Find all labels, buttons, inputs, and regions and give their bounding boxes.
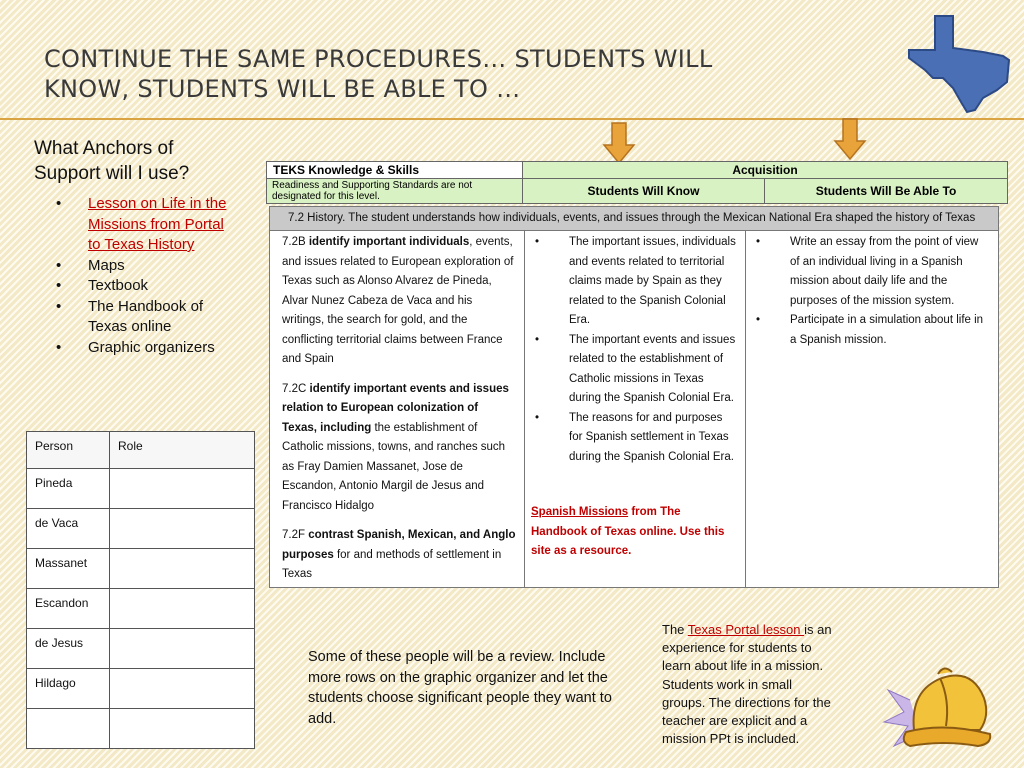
know-item: • The important events and issues related to the establishment of Catholic missions in Texas during the Spanish Colonial Era.: [531, 331, 737, 409]
spanish-missions-link[interactable]: Spanish Missions: [531, 506, 629, 518]
anchor-item: • Graphic organizers: [34, 338, 234, 359]
table-row: [27, 629, 255, 669]
teks-header: TEKS Knowledge & Skills: [267, 162, 523, 179]
teks-content-table: [269, 206, 999, 588]
acquisition-header: Acquisition: [523, 162, 1008, 179]
anchor-item: • Textbook: [34, 276, 234, 297]
person-cell: [27, 709, 110, 749]
down-arrow-icon: [833, 117, 867, 161]
know-item: • The reasons for and purposes for Spanish settlement in Texas during the Spanish Colonial Era.: [531, 409, 737, 468]
anchor-item[interactable]: [34, 194, 234, 256]
person-cell: Pineda: [27, 469, 110, 509]
down-arrow-icon: [602, 121, 636, 165]
table-row: [27, 509, 255, 549]
role-cell[interactable]: [110, 509, 255, 549]
lesson-link[interactable]: Lesson on Life in the Missions from Portal to Texas History: [88, 195, 227, 253]
role-cell[interactable]: [110, 549, 255, 589]
texas-map-icon: [905, 12, 1015, 116]
teks-7-2f: 7.2F contrast Spanish, Mexican, and Anglo purposes for and methods of settlement in Texas: [282, 529, 516, 580]
conquistador-helmet-icon: [880, 660, 1005, 766]
anchors-question: What Anchors of Support will I use?: [34, 138, 190, 184]
person-cell: de Vaca: [27, 509, 110, 549]
table-row: [27, 709, 255, 749]
teks-header-table: [266, 161, 1008, 204]
able-item: • Write an essay from the point of view of an individual living in a Spanish mission about daily life and the purposes of the mission system.: [752, 233, 990, 311]
know-header: Students Will Know: [523, 179, 765, 204]
person-cell: Escandon: [27, 589, 110, 629]
know-list: [531, 233, 737, 467]
anchors-list: [34, 194, 234, 358]
able-cell: [746, 231, 999, 588]
person-role-organizer: [26, 431, 255, 749]
role-cell[interactable]: [110, 709, 255, 749]
review-note: Some of these people will be a review. Include more rows on the graphic organizer and let the students choose significant people they want to add.: [308, 649, 612, 727]
role-cell[interactable]: [110, 469, 255, 509]
table-row: [27, 469, 255, 509]
teks-7-2b: 7.2B identify important individuals, events, and issues related to European exploration of Texas such as Alonso Alvarez de Pineda, Alvar Nunez Cabeza de Vaca and his writings, the search for gold, and the conflicting territorial claims between France and Spain: [282, 236, 514, 365]
know-item: • The important issues, individuals and events related to territorial claims made by Spain as they related to the Spanish Colonial Era.: [531, 233, 737, 331]
standard-row: 7.2 History. The student understands how individuals, events, and issues through the Mexican National Era shaped the history of Texas: [270, 207, 999, 231]
title-divider: [0, 118, 1024, 120]
role-cell[interactable]: [110, 589, 255, 629]
anchor-item: • Maps: [34, 256, 234, 277]
able-header: Students Will Be Able To: [765, 179, 1008, 204]
teks-cell: [270, 231, 525, 588]
able-list: [752, 233, 990, 350]
slide-title: CONTINUE THE SAME PROCEDURES… STUDENTS WILL KNOW, STUDENTS WILL BE ABLE TO …: [44, 45, 713, 103]
teks-7-2c: 7.2C identify important events and issues relation to European colonization of Texas, including the establishment of Catholic missions, towns, and ranches such as Fray Damien Massanet, Jose de Escandon, Antonio Margil de Jesus and Francisco Hidalgo: [282, 382, 509, 512]
portal-note: The Texas Portal lesson is an experience for students to learn about life in a mission. Students work in small groups. The directions for the teacher are explicit and a mission PPt is included.: [662, 622, 832, 747]
role-cell[interactable]: [110, 629, 255, 669]
table-row: [27, 549, 255, 589]
anchors-section: [34, 136, 234, 358]
person-cell: de Jesus: [27, 629, 110, 669]
know-cell: [525, 231, 746, 588]
texas-portal-link[interactable]: Texas Portal lesson: [687, 622, 805, 637]
table-header-row: [27, 432, 255, 469]
table-row: [27, 589, 255, 629]
table-row: [27, 669, 255, 709]
role-header: Role: [110, 432, 255, 469]
person-header: Person: [27, 432, 110, 469]
anchor-item: • The Handbook of Texas online: [34, 297, 234, 338]
role-cell[interactable]: [110, 669, 255, 709]
person-cell: Massanet: [27, 549, 110, 589]
person-cell: Hildago: [27, 669, 110, 709]
readiness-note: Readiness and Supporting Standards are not designated for this level.: [267, 179, 523, 204]
resource-note: Spanish Missions from The Handbook of Texas online. Use this site as a resource.: [531, 506, 725, 557]
able-item: • Participate in a simulation about life in a Spanish mission.: [752, 311, 990, 350]
